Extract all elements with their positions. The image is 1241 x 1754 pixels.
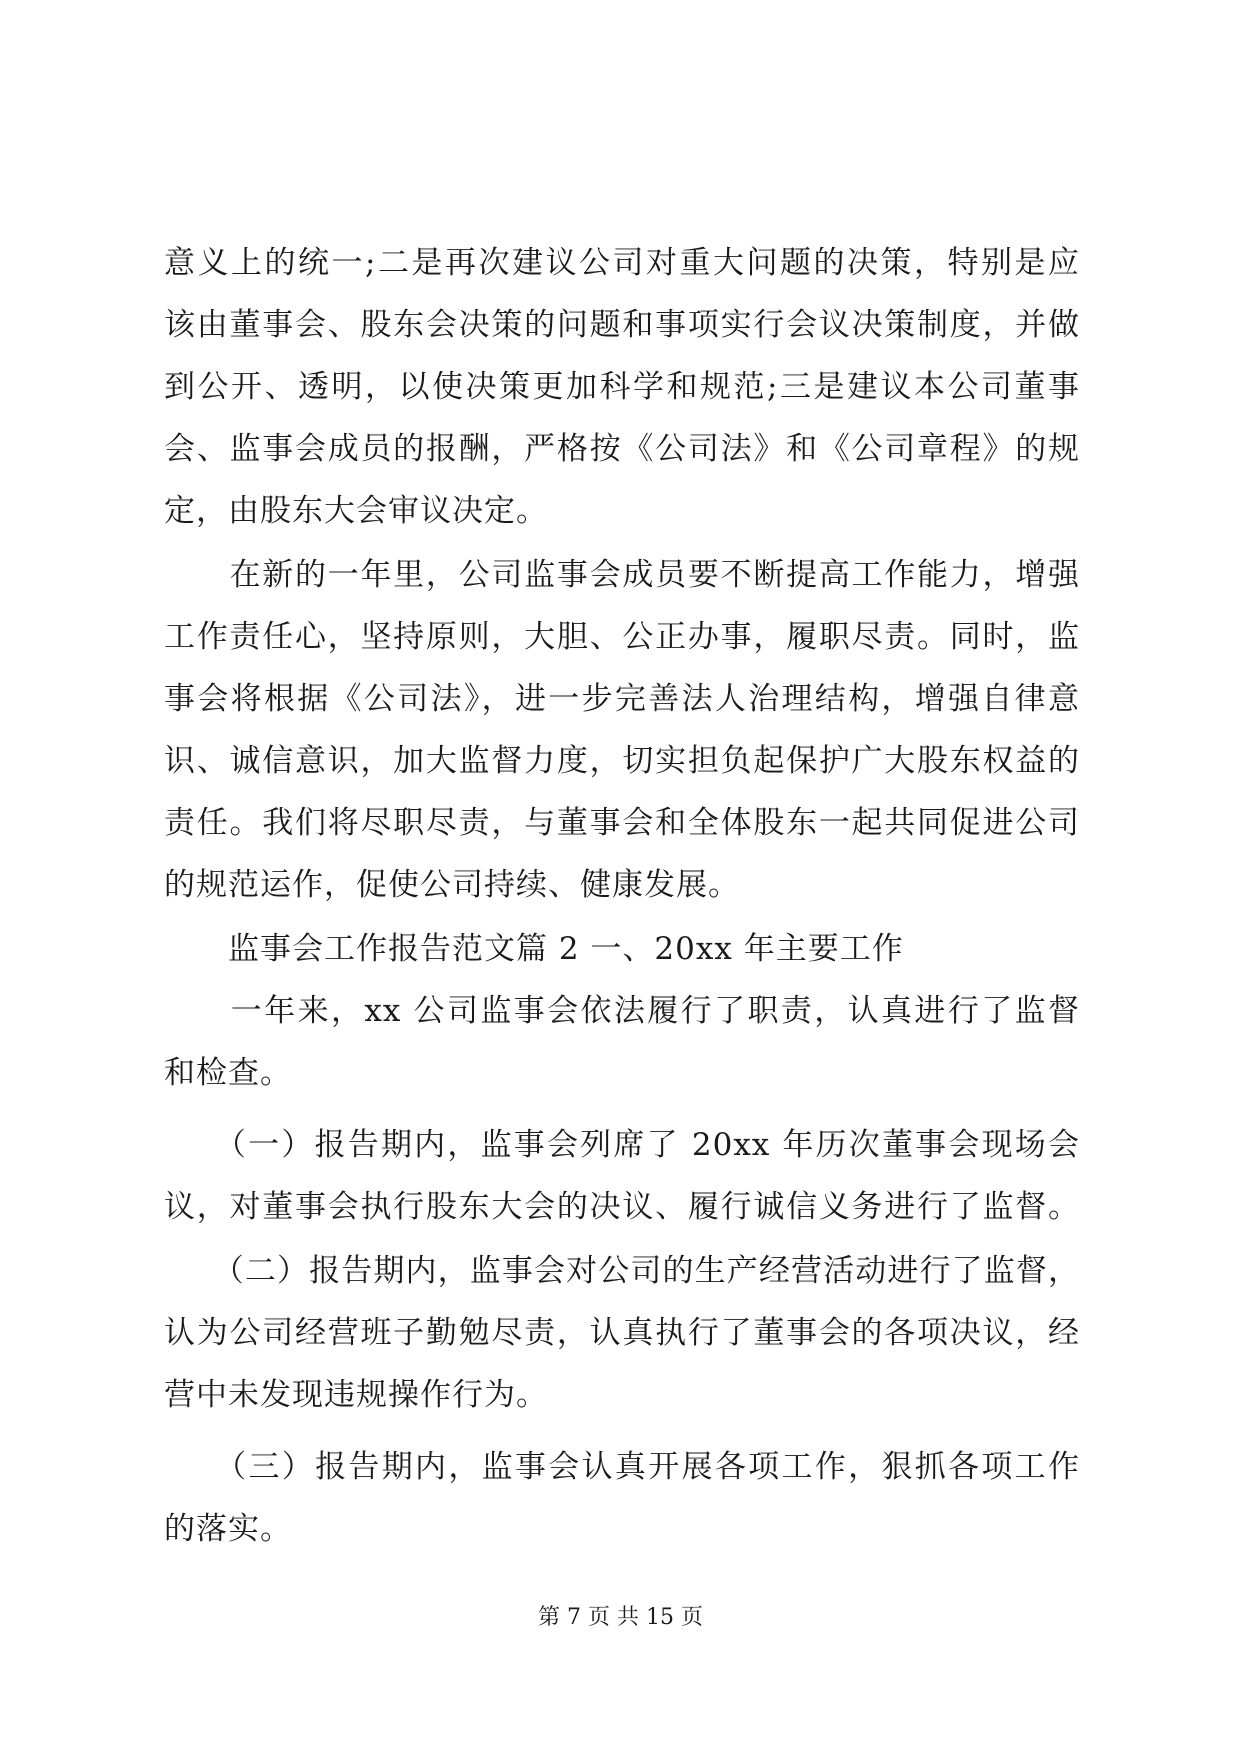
text-line: 一年来，xx 公司监事会依法履行了职责，认真进行了监督	[164, 993, 1080, 1029]
text-line: 到公开、透明，以使决策更加科学和规范;三是建议本公司董事	[164, 369, 1080, 405]
document-body	[164, 232, 1080, 1560]
text-line: 营中未发现违规操作行为。	[164, 1377, 548, 1413]
text-line: 工作责任心，坚持原则，大胆、公正办事，履职尽责。同时，监	[164, 619, 1080, 655]
text-line: （三）报告期内，监事会认真开展各项工作，狠抓各项工作	[164, 1449, 1080, 1485]
text-line: 和检查。	[164, 1055, 292, 1091]
text-line: 事会将根据《公司法》，进一步完善法人治理结构，增强自律意	[164, 681, 1080, 717]
text-line: 认为公司经营班子勤勉尽责，认真执行了董事会的各项决议，经	[164, 1315, 1080, 1351]
text-line: 责任。我们将尽职尽责，与董事会和全体股东一起共同促进公司	[164, 805, 1080, 841]
text-line: 的规范运作，促使公司持续、健康发展。	[164, 867, 740, 903]
text-line: 定，由股东大会审议决定。	[164, 493, 548, 529]
section-heading: 监事会工作报告范文篇 2 一、20xx 年主要工作	[164, 931, 904, 967]
text-line: 的落实。	[164, 1511, 292, 1547]
text-line: 识、诚信意识，加大监督力度，切实担负起保护广大股东权益的	[164, 743, 1080, 779]
text-line: 会、监事会成员的报酬，严格按《公司法》和《公司章程》的规	[164, 431, 1080, 467]
text-line: （一）报告期内，监事会列席了 20xx 年历次董事会现场会	[164, 1127, 1080, 1163]
text-line: （二）报告期内，监事会对公司的生产经营活动进行了监督，	[164, 1253, 1080, 1289]
text-line: 在新的一年里，公司监事会成员要不断提高工作能力，增强	[164, 557, 1080, 593]
text-line: 该由董事会、股东会决策的问题和事项实行会议决策制度，并做	[164, 307, 1080, 343]
page-number-footer: 第 7 页 共 15 页	[538, 1605, 703, 1630]
text-line: 议，对董事会执行股东大会的决议、履行诚信义务进行了监督。	[164, 1189, 1080, 1225]
text-line: 意义上的统一;二是再次建议公司对重大问题的决策，特别是应	[164, 245, 1080, 281]
